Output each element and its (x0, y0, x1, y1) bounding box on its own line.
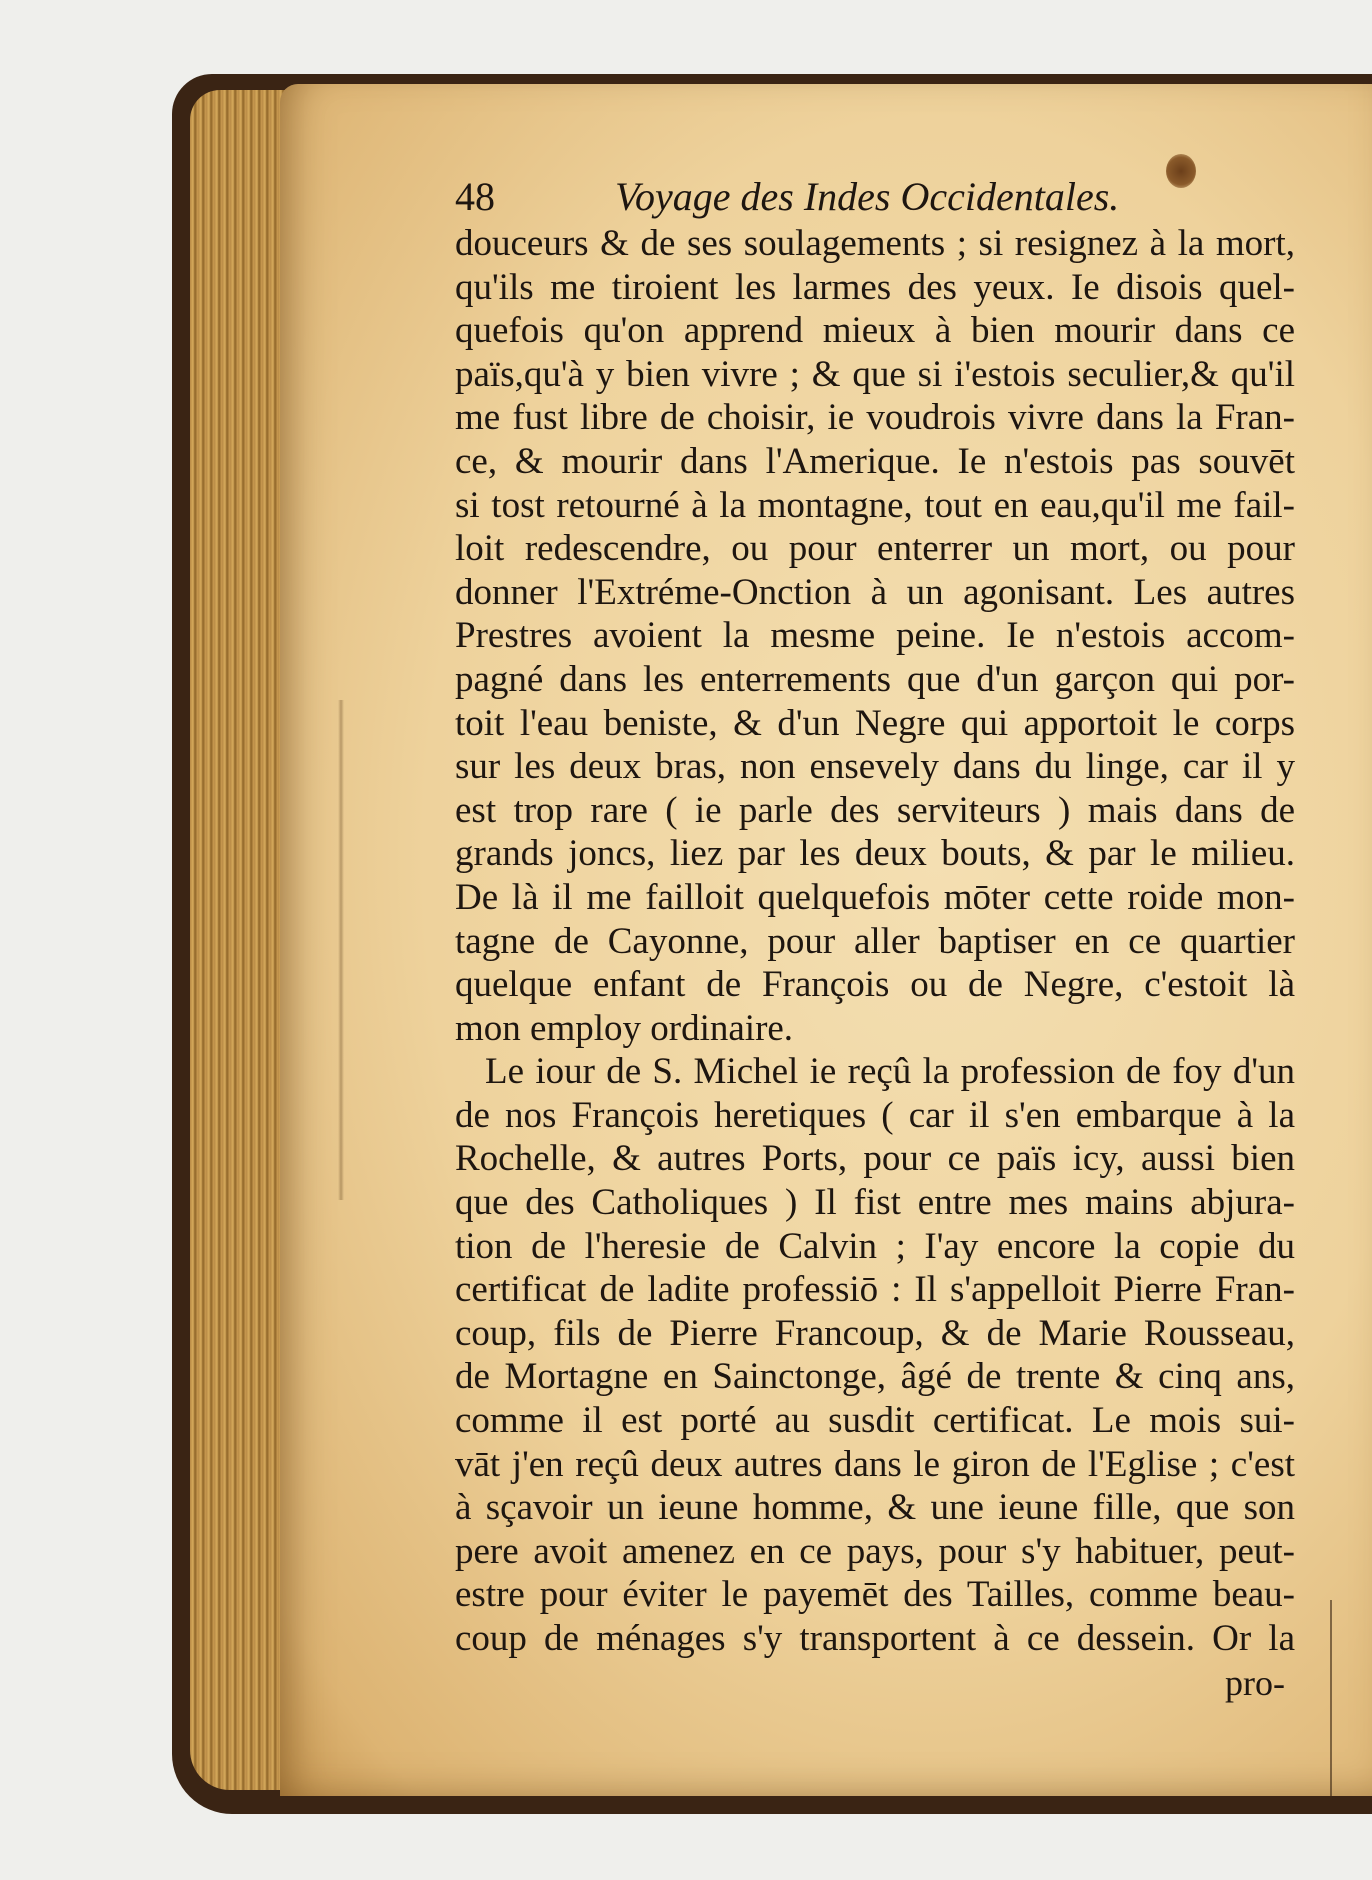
text-line: toit l'eau beniste, & d'un Negre qui apportoit le corps (455, 702, 1295, 744)
text-line: que des Catholiques ) Il fist entre mes mains abjura- (455, 1182, 1295, 1224)
text-line: donner l'Extréme-Onction à un agonisant. Les autres (455, 571, 1295, 613)
text-line: loit redescendre, ou pour enterrer un mort, ou pour (455, 528, 1295, 570)
text-line: de nos François heretiques ( car il s'en embarque à la (455, 1094, 1295, 1136)
text-line: douceurs & de ses soulagements ; si resignez à la mort, (455, 223, 1295, 264)
catchword: pro- (1225, 1662, 1285, 1703)
text-line: quefois qu'on apprend mieux à bien mourir dans ce (455, 310, 1295, 352)
text-line: De là il me failloit quelquefois mōter cette roide mon- (455, 876, 1295, 918)
text-line: Le iour de S. Michel ie reçû la profession de foy d'un (485, 1051, 1295, 1093)
text-line: païs,qu'à y bien vivre ; & que si i'estois seculier,& qu'il (455, 353, 1295, 395)
page-edge-right (1330, 1600, 1372, 1800)
text-line: si tost retourné à la montagne, tout en eau,qu'il me fail- (455, 484, 1295, 526)
text-line: quelque enfant de François ou de Negre, c'estoit là (455, 964, 1295, 1006)
text-line: tagne de Cayonne, pour aller baptiser en ce quartier (455, 920, 1295, 962)
page-text (455, 172, 1295, 1705)
text-line: coup de ménages s'y transportent à ce dessein. Or la (455, 1618, 1295, 1659)
text-line: grands joncs, liez par les deux bouts, & par le milieu. (455, 833, 1295, 875)
text-line: Prestres avoient la mesme peine. Ie n'estois accom- (455, 615, 1295, 657)
text-line: estre pour éviter le payemēt des Tailles, comme beau- (455, 1574, 1295, 1616)
text-line: sur les deux bras, non ensevely dans du linge, car il y (455, 746, 1295, 788)
text-line: pere avoit amenez en ce pays, pour s'y habituer, peut- (455, 1530, 1295, 1572)
page-number: 48 (455, 174, 495, 219)
text-line: tion de l'heresie de Calvin ; I'ay encore la copie du (455, 1225, 1295, 1267)
text-line: de Mortagne en Sainctonge, âgé de trente & cinq ans, (455, 1356, 1295, 1398)
text-line: coup, fils de Pierre Francoup, & de Marie Rousseau, (455, 1312, 1295, 1354)
text-line: est trop rare ( ie parle des serviteurs ) mais dans de (455, 789, 1295, 831)
gutter-shadow (338, 700, 344, 1200)
running-head (455, 172, 1295, 222)
text-line: vāt j'en reçû deux autres dans le giron de l'Eglise ; c'est (455, 1443, 1295, 1485)
text-line: à sçavoir un ieune homme, & une ieune fille, que son (455, 1487, 1295, 1529)
text-line: ce, & mourir dans l'Amerique. Ie n'estois pas souvēt (455, 440, 1295, 482)
text-line: mon employ ordinaire. (455, 1007, 794, 1049)
text-line: qu'ils me tiroient les larmes des yeux. Ie disois quel- (455, 266, 1295, 308)
running-title: Voyage des Indes Occidentales. (615, 174, 1120, 219)
text-line: comme il est porté au susdit certificat. Le mois sui- (455, 1400, 1295, 1442)
text-line: me fust libre de choisir, ie voudrois vivre dans la Fran- (455, 397, 1295, 439)
text-line: Rochelle, & autres Ports, pour ce païs icy, aussi bien (455, 1138, 1295, 1180)
text-line: certificat de ladite professiō : Il s'appelloit Pierre Fran- (455, 1269, 1295, 1311)
text-line: pagné dans les enterrements que d'un garçon qui por- (455, 658, 1295, 700)
